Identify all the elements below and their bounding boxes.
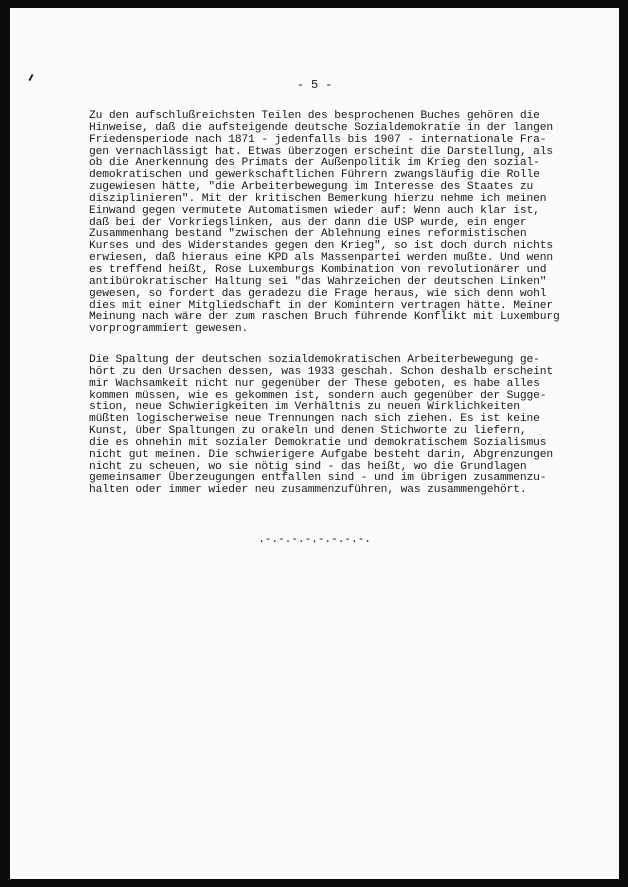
text-line: daß bei der Vorkriegslinken, aus der dann die USP wurde, ein enger bbox=[89, 216, 527, 229]
text-line: Die Spaltung der deutschen sozialdemokratischen Arbeiterbewegung ge- bbox=[89, 354, 540, 367]
closing-ornament: .-.-.-.-.-.-.-.-. bbox=[258, 534, 371, 546]
text-line: ob die Anerkennung des Primats der Außenpolitik im Krieg den sozial- bbox=[89, 157, 540, 170]
text-line: Meinung nach wäre der zum raschen Bruch führende Konflikt mit Luxemburg bbox=[89, 311, 560, 324]
text-line: die es ohnehin mit sozialer Demokratie und demokratischem Sozialismus bbox=[89, 436, 547, 449]
text-line: Zu den aufschlußreichsten Teilen des besprochenen Buches gehören die bbox=[89, 110, 540, 122]
text-line: kommen müssen, wie es gekommen ist, sondern auch gegenüber der Sugge- bbox=[89, 389, 547, 402]
text-line: zugewiesen hätte, "die Arbeiterbewegung im Interesse des Staates zu bbox=[89, 181, 534, 194]
text-line: disziplinieren". Mit der kritischen Bemerkung hierzu nehme ich meinen bbox=[89, 192, 547, 205]
text-line: demokratischen und gewerkschaftlichen Führern zwangsläufig die Rolle bbox=[89, 169, 540, 182]
text-line: Hinweise, daß die aufsteigende deutsche Sozialdemokratie in der langen bbox=[89, 121, 554, 134]
text-line: Kunst, über Spaltungen zu orakeln und denen Stichworte zu liefern, bbox=[89, 425, 527, 438]
text-line: mir Wachsamkeit nicht nur gegenüber der These geboten, es habe alles bbox=[89, 377, 540, 390]
text-line: nicht gut meinen. Die schwierigere Aufgabe besteht darin, Abgrenzungen bbox=[89, 448, 554, 461]
paragraph-2 bbox=[89, 355, 609, 497]
paragraph-1 bbox=[89, 111, 609, 336]
text-line: Einwand gegen vermutete Automatismen wieder auf: Wenn auch klar ist, bbox=[89, 204, 540, 217]
text-line: antibürokratischer Haltung sei "das Wahrzeichen der deutschen Linken" bbox=[89, 275, 547, 288]
text-line: Kurses und des Widerstandes gegen den Krieg", so ist doch durch nichts bbox=[89, 240, 554, 253]
page-number: - 5 - bbox=[296, 78, 333, 92]
text-line: stion, neue Schwierigkeiten im Verhältnis zu neuen Wirklichkeiten bbox=[89, 401, 520, 414]
text-line: es treffend heißt, Rose Luxemburgs Kombination von revolutionärer und bbox=[89, 263, 547, 276]
text-line: Zusammenhang bestand "zwischen der Ablehnung eines reformistischen bbox=[89, 228, 527, 241]
document-page bbox=[10, 8, 619, 879]
text-line: gemeinsamer Überzeugungen entfallen sind - und im übrigen zusammenzu- bbox=[89, 472, 547, 485]
text-line: nicht zu scheuen, wo sie nötig sind - das heißt, wo die Grundlagen bbox=[89, 460, 527, 473]
text-line: müßten logischerweise neue Trennungen nach sich ziehen. Es ist keine bbox=[89, 413, 540, 426]
text-line: Friedensperiode nach 1871 - jedenfalls bis 1907 - internationale Fra- bbox=[89, 133, 547, 146]
text-line: vorprogrammiert gewesen. bbox=[89, 323, 249, 336]
text-line: dies mit einer Mitgliedschaft in der Komintern vertragen hätte. Meiner bbox=[89, 299, 554, 312]
text-line: hört zu den Ursachen dessen, was 1933 geschah. Schon deshalb erscheint bbox=[89, 365, 554, 378]
text-line: erwiesen, daß hieraus eine KPD als Massenpartei werden mußte. Und wenn bbox=[89, 252, 554, 265]
paragraph-gap bbox=[89, 336, 609, 355]
text-line: halten oder immer wieder neu zusammenzuführen, was zusammengehört. bbox=[89, 484, 527, 497]
body-text bbox=[89, 111, 609, 497]
text-line: gewesen, so fordert das geradezu die Frage heraus, wie sich denn wohl bbox=[89, 287, 547, 300]
text-line: gen vernachlässigt hat. Etwas überzogen erscheint die Darstellung, als bbox=[89, 145, 554, 158]
